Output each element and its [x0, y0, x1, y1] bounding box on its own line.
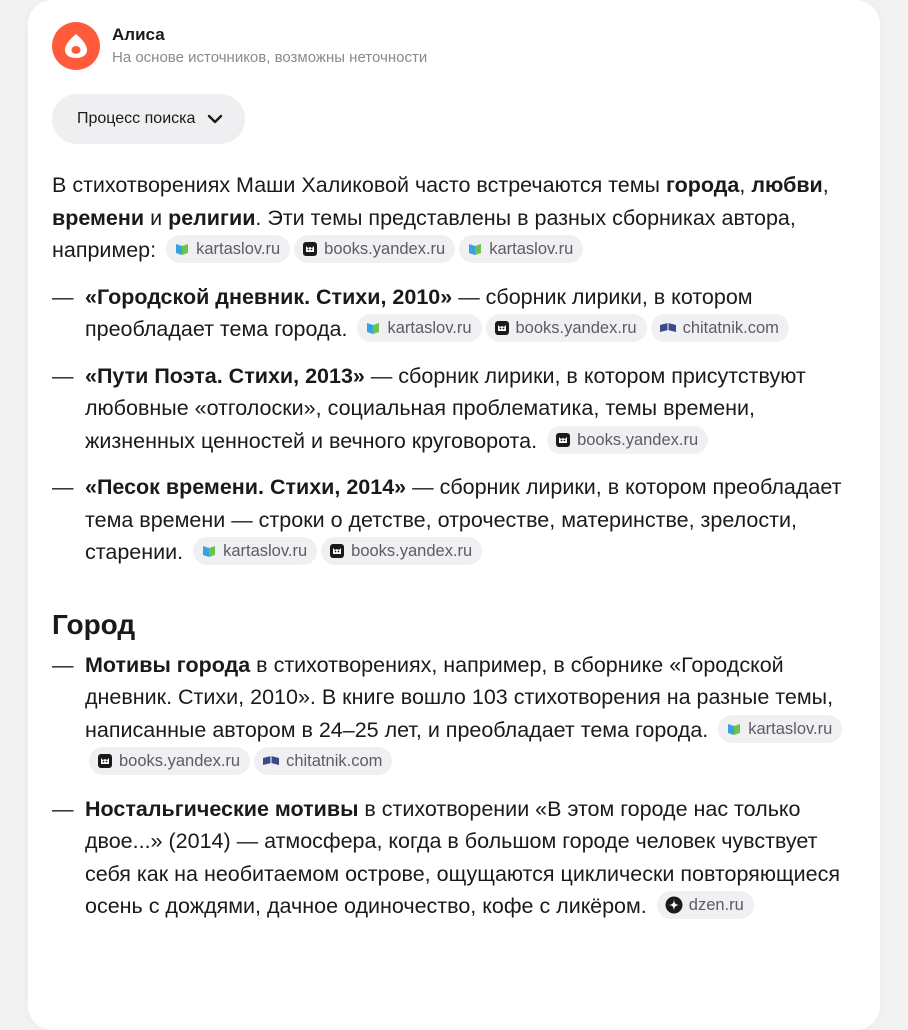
source-chip[interactable] [321, 537, 482, 565]
list-dash: — [52, 475, 74, 499]
open-book-icon [659, 320, 677, 336]
book-item [52, 471, 862, 569]
item-text: — сборник лирики, в котором преобладает тема времени — строки о детстве, отрочестве, материнстве, зрелости, старении. [85, 475, 842, 564]
item-text: в стихотворениях, например, в сборнике «Городской дневник. Стихи, 2010». В книге вошло 103 стихотворения на разные темы, написанные автором в 24–25 лет, и преобладает тема города. [85, 652, 834, 742]
list-dash: — [52, 284, 74, 309]
bookmate-cat-icon [329, 543, 345, 559]
source-chip[interactable] [459, 235, 583, 263]
bookmate-cat-icon [97, 753, 113, 769]
source-chip-label: books.yandex.ru [577, 430, 699, 449]
bookmate-cat-icon [555, 432, 571, 448]
source-chip[interactable] [254, 747, 392, 775]
item-title: Мотивы города [85, 652, 251, 677]
source-chip-label: kartaslov.ru [748, 719, 833, 738]
section-heading: Город [52, 608, 136, 640]
source-chip[interactable] [547, 426, 708, 454]
source-chip[interactable] [357, 314, 481, 342]
source-chip[interactable] [657, 891, 754, 919]
city-motif-item [52, 793, 862, 923]
answer-card [28, 0, 880, 1030]
source-chip-label: kartaslov.ru [489, 240, 574, 259]
city-motif-item [52, 649, 862, 779]
source-chip[interactable] [718, 715, 842, 743]
list-dash: — [52, 363, 74, 388]
book-icon [726, 721, 742, 737]
source-chip-label: kartaslov.ru [223, 542, 308, 561]
search-process-button[interactable] [52, 94, 245, 144]
list-dash: — [52, 796, 74, 821]
book-icon [467, 241, 483, 257]
source-chip-label: chitatnik.com [286, 752, 383, 771]
book-icon [174, 241, 190, 257]
item-title: «Песок времени. Стихи, 2014» [85, 475, 407, 499]
alice-logo-icon [52, 22, 100, 70]
assistant-subtitle: На основе источников, возможны неточности [112, 49, 428, 66]
item-text: — сборник лирики, в котором преобладает тема города. [85, 284, 753, 341]
source-chip-label: kartaslov.ru [196, 240, 281, 259]
source-chip[interactable] [651, 314, 789, 342]
item-title: «Пути Поэта. Стихи, 2013» [85, 363, 365, 388]
dzen-icon [665, 896, 683, 914]
source-chip-label: books.yandex.ru [515, 319, 637, 338]
answer-content [52, 169, 862, 923]
book-item [52, 360, 862, 458]
source-chip-label: dzen.ru [688, 896, 744, 915]
open-book-icon [262, 753, 280, 769]
source-chip-label: books.yandex.ru [351, 542, 473, 561]
assistant-name: Алиса [112, 25, 165, 44]
source-chip-label: chitatnik.com [682, 319, 779, 338]
source-chip[interactable] [89, 747, 250, 775]
source-chip-label: books.yandex.ru [324, 240, 446, 259]
list-dash: — [52, 652, 74, 677]
item-title: «Городской дневник. Стихи, 2010» [85, 284, 453, 309]
item-title: Ностальгические мотивы [85, 796, 359, 821]
search-process-label: Процесс поиска [77, 110, 196, 127]
book-icon [201, 543, 217, 559]
source-chip-label: books.yandex.ru [119, 752, 241, 771]
chevron-down-icon [207, 114, 223, 124]
source-chip[interactable] [193, 537, 317, 565]
item-text: — сборник лирики, в котором присутствуют любовные «отголоски», социальная проблематика, темы времени, жизненных ценностей и вечного круговорота. [85, 363, 806, 453]
book-icon [365, 320, 381, 336]
source-chip-label: kartaslov.ru [387, 319, 472, 338]
book-item [52, 281, 862, 346]
bookmate-cat-icon [494, 320, 510, 336]
bookmate-cat-icon [302, 241, 318, 257]
source-chip[interactable] [166, 235, 290, 263]
source-chip[interactable] [486, 314, 647, 342]
answer-header [52, 22, 427, 70]
intro-paragraph: В стихотворениях Маши Халиковой часто встречаются темы города, любви, времени и религии. Эти темы представлены в разных сборниках автора, например: kartaslov.ru books.yandex.ru kartaslov.ru [52, 173, 829, 262]
item-text: в стихотворении «В этом городе нас только двое...» (2014) — атмосфера, когда в большом городе человек чувствует себя как на необитаемом острове, ощущаются циклически повторяющиеся осень с дождями, дачное одиночество, кофе с ликёром. [85, 796, 840, 918]
source-chip[interactable] [294, 235, 455, 263]
